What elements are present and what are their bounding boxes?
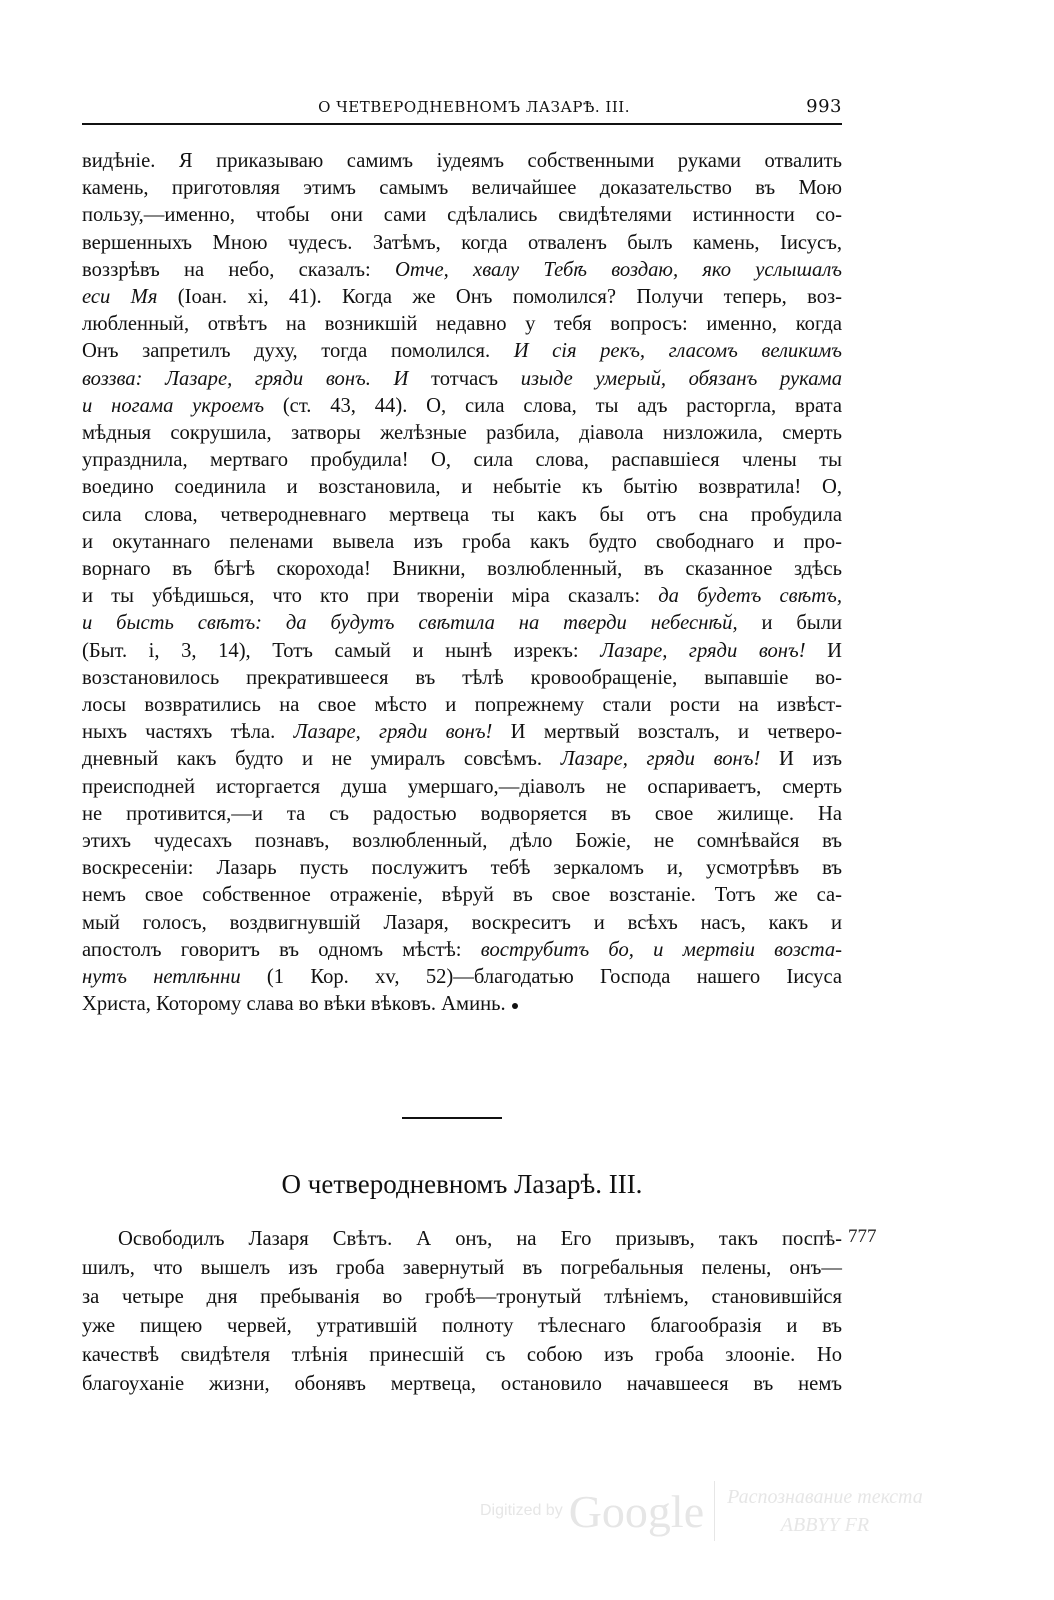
section-line: за четыре дня пребыванія во гробѣ—тронутый тлѣніемъ, становившійся <box>82 1286 842 1308</box>
text-run: воззрѣвъ на небо, сказалъ: <box>82 258 395 281</box>
end-mark <box>512 1003 518 1009</box>
text-run: этихъ чудесахъ познавъ, возлюбленный, дѣло Божіе, не сомнѣвайся въ <box>82 830 842 853</box>
text-line <box>82 910 842 937</box>
text-run: (Іоан. xi, 41). Когда же Онъ помолился? Получи теперь, воз- <box>157 286 842 309</box>
section-divider <box>402 1117 502 1119</box>
text-line <box>82 257 842 284</box>
text-line <box>82 937 842 964</box>
text-line <box>82 964 842 991</box>
text-line <box>82 148 842 175</box>
italic-quote: еси Мя <box>82 286 158 309</box>
italic-quote: вострубитъ бо, и мертвіи возста- <box>480 938 842 961</box>
italic-quote: нутъ нетлѣнни <box>82 966 241 989</box>
text-run: тотчасъ <box>408 367 521 390</box>
watermark-brand: Google <box>568 1485 705 1537</box>
text-run: апостолъ говоритъ въ одномъ мѣстѣ: <box>82 938 481 961</box>
italic-quote: и бысть свѣтъ: да будутъ свѣтила на тверди небеснѣй, <box>82 612 738 635</box>
text-line <box>82 828 842 855</box>
text-run: видѣніе. Я приказываю самимъ іудеямъ собственными руками отвалить <box>82 150 842 172</box>
text-run: И <box>805 639 842 662</box>
text-line <box>82 175 842 202</box>
text-run: (1 Кор. xv, 52)—благодатью Господа нашего Іисуса <box>240 966 842 989</box>
text-run: преисподней исторгается душа умершаго,—діаволъ не оспариваетъ, смерть <box>82 775 842 798</box>
text-run: И мертвый возсталъ, и четверо- <box>492 721 842 744</box>
section-title: О четверодневномъ Лазарѣ. III. <box>281 1169 643 1199</box>
page-number: 993 <box>806 96 842 117</box>
text-line <box>82 991 842 1018</box>
text-run: воедино соединила и возстановила, и небытіе къ бытію возвратила! О, <box>82 476 842 499</box>
watermark-ocr-line1: Распознавание текста <box>727 1486 923 1508</box>
text-line <box>82 638 842 665</box>
text-run: (Быт. i, 3, 14), Тотъ самый и нынѣ изрекъ: <box>82 639 601 662</box>
text-run: и ты убѣдишься, что кто при твореніи міра сказалъ: <box>82 585 659 608</box>
body-paragraph <box>82 148 842 1019</box>
text-line <box>82 393 842 420</box>
italic-quote: И сія рекъ, гласомъ великимъ <box>513 340 842 363</box>
section-line: качествѣ свидѣтеля тлѣнія принесшій съ собою изъ гроба злооніе. Но <box>82 1344 842 1366</box>
text-line <box>82 474 842 501</box>
text-run: мѣдныя сокрушила, затворы желѣзные разбила, діавола низложила, смерть <box>82 422 842 445</box>
text-run: Онъ запретилъ духу, тогда помолился. <box>82 340 514 363</box>
text-line <box>82 882 842 909</box>
text-line <box>82 774 842 801</box>
text-run: упразднила, мертваго пробудила! О, сила слова, распавшіеся члены ты <box>82 449 842 472</box>
text-run: камень, приготовляя этимъ самымъ величайшее доказательство въ Мою <box>82 177 842 200</box>
text-run: пользу,—именно, чтобы они сами сдѣлались свидѣтелями истинности со- <box>82 204 842 227</box>
text-run: И изъ <box>760 748 842 771</box>
text-line <box>82 284 842 311</box>
text-run: вершенныхъ Мною чудесъ. Затѣмъ, когда отваленъ былъ камень, Іисусъ, <box>82 231 842 254</box>
text-line <box>82 610 842 637</box>
text-line <box>82 556 842 583</box>
section-line: шилъ, что вышелъ изъ гроба завернутый въ погребальныя пелены, онъ— <box>82 1257 842 1279</box>
text-run: дневный какъ будто и не умиралъ совсѣмъ. <box>82 748 561 771</box>
watermark-ocr-note <box>727 1483 923 1539</box>
text-run: и окутаннаго пеленами вывела изъ гроба какъ будто свободнаго и про- <box>82 530 842 553</box>
text-line <box>82 746 842 773</box>
italic-quote: Лазаре, гряди вонъ! <box>600 639 806 662</box>
section-line: Освободилъ Лазаря Свѣтъ. А онъ, на Его призывъ, такъ поспѣ- <box>118 1228 842 1250</box>
text-run: немъ свое собственное отраженіе, вѣруй въ свое возстаніе. Тотъ же са- <box>82 884 842 907</box>
text-line <box>82 692 842 719</box>
section-line: уже пищею червей, утратившій полноту тѣлеснаго благообразія и въ <box>82 1315 842 1337</box>
italic-quote: изыде умерый, обязанъ рукама <box>520 367 842 390</box>
text-line <box>82 230 842 257</box>
text-line <box>82 855 842 882</box>
text-line <box>82 529 842 556</box>
watermark-ocr-line2: ABBYY FR <box>780 1514 870 1536</box>
text-line <box>82 338 842 365</box>
text-line <box>82 447 842 474</box>
text-run: любленный, отвѣтъ на возникшій недавно у тебя вопросъ: именно, когда <box>82 313 842 336</box>
margin-number: 777 <box>848 1226 877 1247</box>
text-line <box>82 583 842 610</box>
text-run: ныхъ частяхъ тѣла. <box>82 721 294 744</box>
italic-quote: Лазаре, гряди вонъ! <box>560 748 761 771</box>
italic-quote: воззва: Лазаре, гряди вонъ. И <box>82 367 409 390</box>
text-run: воскресеніи: Лазарь пусть послужитъ тебѣ зеркаломъ и, усмотрѣвъ въ <box>82 857 842 880</box>
italic-quote: да будетъ свѣтъ, <box>658 585 842 608</box>
running-title: О ЧЕТВЕРОДНЕВНОМЪ ЛАЗАРѢ. III. <box>318 98 630 116</box>
text-run: не противится,—и та съ радостью водворяется въ свое жилище. На <box>82 802 842 825</box>
text-line <box>82 801 842 828</box>
text-run: Христа, Которому слава во вѣки вѣковъ. Аминь. <box>82 993 506 1016</box>
running-head <box>82 96 842 125</box>
text-run: ворнаго въ бѣгѣ скорохода! Вникни, возлюбленный, въ сказанное здѣсь <box>82 558 842 581</box>
text-run: сила слова, четверодневнаго мертвеца ты какъ бы отъ сна пробудила <box>82 503 842 526</box>
text-run: возстановилось прекратившееся въ тѣлѣ кровообращеніе, выпавшіе во- <box>82 666 842 689</box>
watermark-digitized: Digitized by <box>480 1502 563 1519</box>
text-line <box>82 366 842 393</box>
text-line <box>82 665 842 692</box>
text-run: и были <box>737 612 842 635</box>
italic-quote: Лазаре, гряди вонъ! <box>293 721 493 744</box>
text-line <box>82 420 842 447</box>
italic-quote: Отче, хвалу Тебѣ воздаю, яко услышалъ <box>394 258 842 281</box>
text-line <box>82 719 842 746</box>
text-run: мый голосъ, воздвигнувшій Лазаря, воскреситъ и всѣхъ насъ, какъ и <box>82 911 842 934</box>
section-paragraph <box>82 1225 842 1399</box>
text-run: (ст. 43, 44). О, сила слова, ты адъ расторгла, врата <box>264 394 842 417</box>
digitization-watermark <box>480 1476 1000 1546</box>
italic-quote: и ногама укроемъ <box>82 394 265 417</box>
watermark-separator <box>714 1481 715 1541</box>
section-line: благоуханіе жизни, обонявъ мертвеца, остановило начавшееся въ немъ <box>82 1373 842 1395</box>
text-line <box>82 202 842 229</box>
text-line <box>82 502 842 529</box>
text-line <box>82 311 842 338</box>
text-run: лосы возвратились на свое мѣсто и попрежнему стали рости на извѣст- <box>82 694 842 717</box>
